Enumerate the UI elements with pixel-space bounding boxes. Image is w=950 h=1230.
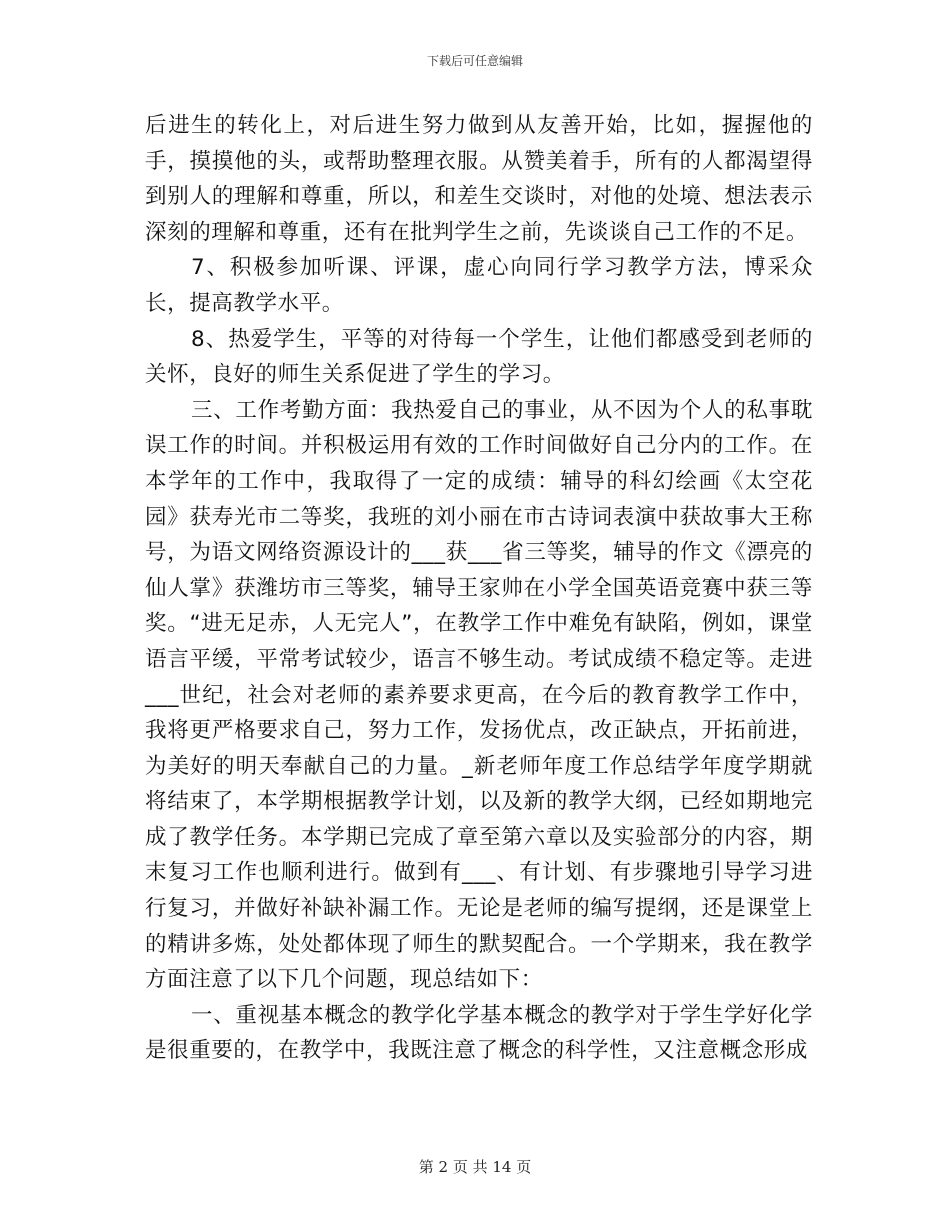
page-header: 下载后可任意编辑 <box>426 54 523 68</box>
paragraph-item-8: 8、热爱学生，平等的对待每一个学生，让他们都感受到老师的关怀，良好的师生关系促进了学生的学习。 <box>145 326 813 388</box>
paragraph-item-7: 7、积极参加听课、评课，虚心向同行学习教学方法，博采众长，提高教学水平。 <box>145 255 813 316</box>
paragraph-continuation: 后进生的转化上，对后进生努力做到从友善开始，比如，握握他的手，摸摸他的头，或帮助整理衣服。从赞美着手，所有的人都渴望得到别人的理解和尊重，所以，和差生交谈时，对他的处境、想法表示深刻的理解和尊重，还有在批判学生之前，先谈谈自己工作的不足。 <box>145 113 813 245</box>
document-body <box>145 108 813 1069</box>
paragraph-attendance: 三、工作考勤方面：我热爱自己的事业，从不因为个人的私事耽误工作的时间。并积极运用有效的工作时间做好自己分内的工作。在本学年的工作中，我取得了一定的成绩：辅导的科幻绘画《太空花园》获寿光市二等奖，我班的刘小丽在市古诗词表演中获故事大王称号，为语文网络资源设计的___获___省三等奖，辅导的作文《漂亮的仙人掌》获潍坊市三等奖，辅导王家帅在小学全国英语竞赛中获三等奖。“进无足赤，人无完人”，在教学工作中难免有缺陷，例如，课堂语言平缓，平常考试较少，语言不够生动。考试成绩不稳定等。走进___世纪，社会对老师的素养要求更高，在今后的教育教学工作中，我将更严格要求自己，努力工作，发扬优点，改正缺点，开拓前进，为美好的明天奉献自己的力量。_新老师年度工作总结学年度学期就将结束了，本学期根据教学计划，以及新的教学大纲，已经如期地完成了教学任务。本学期已完成了章至第六章以及实验部分的内容，期末复习工作也顺利进行。做到有___、有计划、有步骤地引导学习进行复习，并做好补缺补漏工作。无论是老师的编写提纲，还是课堂上的精讲多炼，处处都体现了师生的默契配合。一个学期来，我在教学方面注意了以下几个问题，现总结如下： <box>145 397 813 993</box>
page-footer: 第 2 页 共 14 页 <box>418 1158 532 1176</box>
paragraph-concepts: 一、重视基本概念的教学化学基本概念的教学对于学生学好化学是很重要的，在教学中，我既注意了概念的科学性，又注意概念形成 <box>145 1002 813 1064</box>
